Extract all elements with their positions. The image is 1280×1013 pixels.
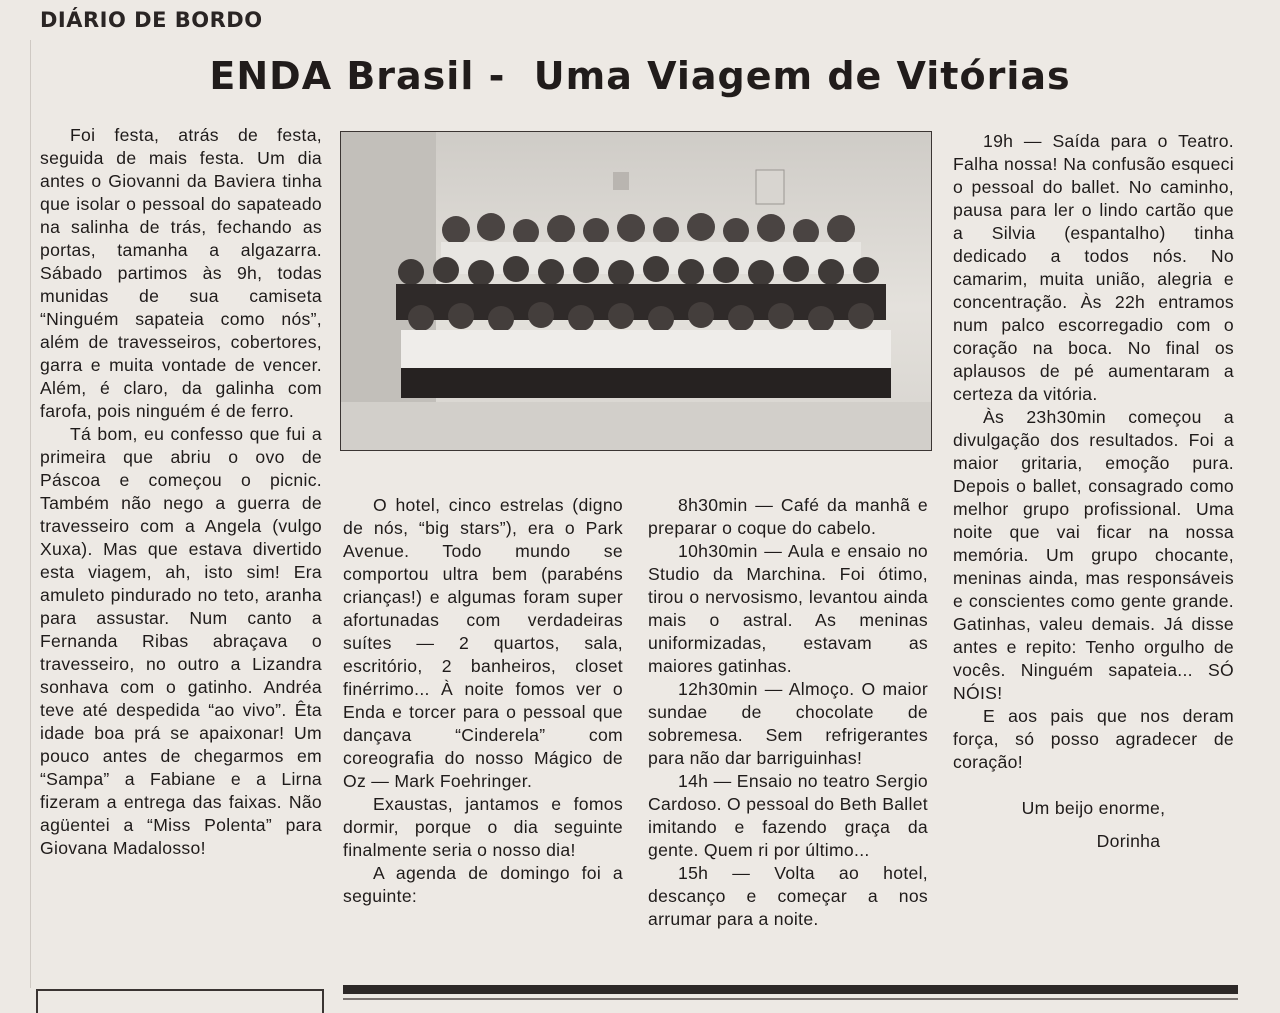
agenda-item: 8h30min — Café da manhã e preparar o coque do cabelo. <box>648 495 928 538</box>
paragraph: E aos pais que nos deram força, só posso agradecer de coração! <box>953 706 1234 772</box>
signature: Dorinha <box>1096 831 1161 851</box>
paragraph: O hotel, cinco estrelas (digno de nós, “big stars”), era o Park Avenue. Todo mundo se comportou ultra bem (parabéns crianças!) e algumas foram super afortunadas com verdadeiras suítes — 2 quartos, sala, escritório, 2 banheiros, closet finérrimo... À noite fomos ver o Enda e torcer para o pessoal que dançava “Cinderela” com coreografia do nosso Mágico de Oz — Mark Foehringer. <box>343 495 623 791</box>
paragraph: Exaustas, jantamos e fomos dormir, porque o dia seguinte finalmente seria o nosso dia! <box>343 794 623 860</box>
paragraph: Tá bom, eu confesso que fui a primeira que abriu o ovo de Páscoa e começou o picnic. Também não nego a guerra de travesseiro com a Angela (vulgo Xuxa). Mas que estava divertido esta viagem, ah, isto sim! Era amuleto pindurado no teto, aranha para assustar. Num canto a Fernanda Ribas abraçava o travesseiro, no outro a Lizandra sonhava com o gatinho. Andréa teve até despedida “ao vivo”. Êta idade boa prá se apaixonar! Um pouco antes de chegarmos em “Sampa” a Fabiane e a Lirna fizeram a entrega das faixas. Não agüentei a “Miss Polenta” para Giovana Madalosso! <box>40 424 322 858</box>
headline: ENDA Brasil - Uma Viagem de Vitórias <box>209 54 1071 98</box>
agenda-item: 15h — Volta ao hotel, descanço e começar a nos arrumar para a noite. <box>648 863 928 929</box>
column-2 <box>343 494 623 908</box>
column-3 <box>648 494 928 931</box>
paragraph: Foi festa, atrás de festa, seguida de mais festa. Um dia antes o Giovanni da Baviera tinha que isolar o pessoal do sapateado na salinha de trás, fechando as portas, tamanha a algazarra. Sábado partimos às 9h, todas munidas de sua camiseta “Ninguém sapateia como nós”, além de travesseiros, cobertores, garra e muita vontade de vencer. Além, é claro, da galinha com farofa, pois ninguém é de ferro. <box>40 125 322 421</box>
agenda-item: 10h30min — Aula e ensaio no Studio da Marchina. Foi ótimo, tirou o nervosismo, levantou ainda mais o astral. As meninas uniformizadas, estavam as maiores gatinhas. <box>648 541 928 676</box>
column-4 <box>953 130 1234 853</box>
group-photo <box>340 131 932 451</box>
closing-line: Um beijo enorme, <box>1021 798 1166 818</box>
paragraph: 19h — Saída para o Teatro. Falha nossa! Na confusão esqueci o pessoal do ballet. No caminho, pausa para ler o lindo cartão que a Silvia (espantalho) tinha dedicado a todos nós. No camarim, muita união, alegria e concentração. Às 22h entramos num palco escorregadio com o coração na boca. No final os aplausos de pé aumentaram a certeza da vitória. <box>953 131 1234 404</box>
column-1 <box>40 124 322 860</box>
bottom-rule-thin <box>343 998 1238 1000</box>
bottom-rule <box>343 985 1238 994</box>
paragraph: A agenda de domingo foi a seguinte: <box>343 863 623 906</box>
bottom-box <box>36 989 324 1013</box>
section-label: DIÁRIO DE BORDO <box>40 8 263 32</box>
agenda-item: 14h — Ensaio no teatro Sergio Cardoso. O pessoal do Beth Ballet imitando e fazendo graça da gente. Quem ri por último... <box>648 771 928 860</box>
paragraph: Às 23h30min começou a divulgação dos resultados. Foi a maior gritaria, emoção pura. Depois o ballet, consagrado como melhor grupo profissional. Uma noite que vai ficar na nossa memória. Um grupo chocante, meninas ainda, mas responsáveis e conscientes como gente grande. Gatinhas, valeu demais. Já disse antes e repito: Tenho orgulho de vocês. Ninguém sapateia... SÓ NÓIS! <box>953 407 1234 703</box>
agenda-item: 12h30min — Almoço. O maior sundae de chocolate de sobremesa. Sem refrigerantes para não dar barriguinhas! <box>648 679 928 768</box>
page-frame-line <box>30 40 31 988</box>
